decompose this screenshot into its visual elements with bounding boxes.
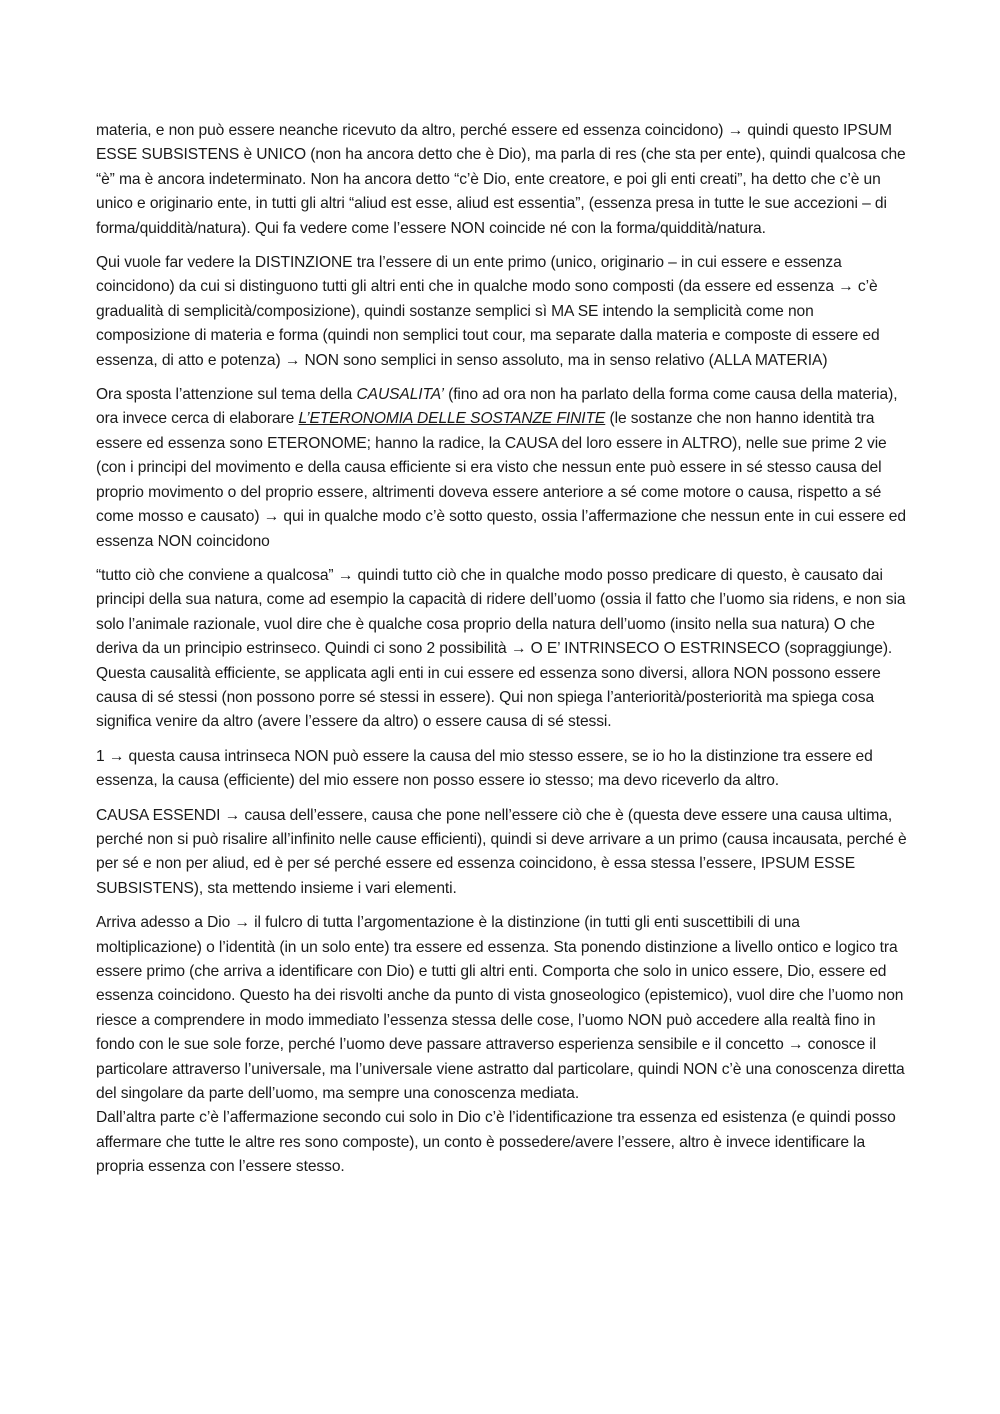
causalita-intro-text: Ora sposta l’attenzione sul tema della bbox=[96, 386, 357, 404]
paragraph-causa-essendi: CAUSA ESSENDI → causa dell’essere, causa che pone nell’essere ciò che è (questa deve essere una causa ultima, perché non si può risalire all’infinito nelle cause efficienti), quindi si deve arrivare a un primo (causa incausata, perché è per sé e non per aliud, ed è per sé perché essere ed essenza coincidono, è essa stessa l’essere, IPSUM ESSE SUBSISTENS), sta mettendo insieme i vari elementi. bbox=[96, 806, 907, 897]
paragraph-causalita-efficiente: Questa causalità efficiente, se applicata agli enti in cui essere ed essenza sono diversi, allora NON possono essere causa di sé stessi (non possono porre sé stessi in essere). Qui non spiega l’anteriorità/posteriorità ma spiega cosa significa venire da altro (avere l’essere da altro) o essere causa di sé stessi. bbox=[96, 664, 881, 731]
paragraph-causa-intrinseca: 1 → questa causa intrinseca NON può essere la causa del mio stesso essere, se io ho la distinzione tra essere ed essenza, la causa (efficiente) del mio essere non posso essere io stesso; ma devo riceverlo da altro. bbox=[96, 747, 873, 790]
causalita-term: CAUSALITA’ bbox=[356, 386, 444, 404]
paragraph-dall-altra-parte: Dall’altra parte c’è l’affermazione secondo cui solo in Dio c’è l’identificazione tra essenza ed esistenza (e quindi posso affermare che tutte le altre res sono composte), un conto è possedere/avere l’essere, altro è invece identificare la propria essenza con l’essere stesso. bbox=[96, 1109, 896, 1176]
paragraph-causalita bbox=[96, 383, 908, 554]
document-page bbox=[96, 119, 908, 1190]
paragraph-arriva-a-dio: Arriva adesso a Dio → il fulcro di tutta l’argomentazione è la distinzione (in tutti gli enti suscettibili di una moltiplicazione) o l’identità (in un solo ente) tra essere ed essenza. Sta ponendo distinzione a livello ontico e logico tra essere primo (che arriva a identificare con Dio) e tutti gli altri enti. Comporta che solo in unico essere, Dio, essere ed essenza coincidono. Questo ha dei risvolti anche da punto di vista gnoseologico (epistemico), vuol dire che l’uomo non riesce a comprendere in modo immediato l’essenza stessa delle cose, l’uomo NON può accedere alla realtà fino in fondo con le sue sole forze, perché l’uomo deve passare attraverso esperienza sensibile e il concetto → conosce il particolare attraverso l’universale, ma l’universale viene astratto dal particolare, quindi NON c’è una conoscenza diretta del singolare da parte dell’uomo, ma sempre una conoscenza mediata. bbox=[96, 914, 905, 1103]
paragraph-ipsum-esse: materia, e non può essere neanche ricevuto da altro, perché essere ed essenza coincidono) → quindi questo IPSUM ESSE SUBSISTENS è UNICO (non ha ancora detto che è Dio), ma parla di res (che sta per ente), quindi qualcosa che “è” ma è ancora indeterminato. Non ha ancora detto “c’è Dio, ente creatore, e poi gli enti creati”, ha detto che c’è un unico e originario ente, in tutti gli altri “aliud est esse, aliud est essentia”, (essenza presa in tutte le sue accezioni – di forma/quiddità/natura). Qui fa vedere come l’essere NON coincide né con la forma/quiddità/natura. bbox=[96, 122, 906, 237]
eteronomia-term: L’ETERONOMIA DELLE SOSTANZE FINITE bbox=[298, 410, 606, 428]
paragraph-distinzione: Qui vuole far vedere la DISTINZIONE tra l’essere di un ente primo (unico, originario – in cui essere e essenza coincidono) da cui si distinguono tutti gli altri enti che in qualche modo sono composti (da essere ed essenza → c’è gradualità di semplicità/composizione), quindi sostanze semplici sì MA SE intendo la semplicità come non composizione di materia e forma (quindi non semplici tout cour, ma separate dalla materia e composte di essere ed essenza, di atto e potenza) → NON sono semplici in senso assoluto, ma in senso relativo (ALLA MATERIA) bbox=[96, 254, 880, 369]
causalita-middle-text: (fino ad ora non ha parlato della forma come causa della materia), ora invece cerca di elaborare bbox=[96, 386, 898, 428]
paragraph-tutto-cio: “tutto ciò che conviene a qualcosa” → quindi tutto ciò che in qualche modo posso predicare di questo, è causato dai principi della sua natura, come ad esempio la capacità di ridere dell’uomo (ossia il fatto che l’uomo sia ridens, e non sia solo l’animale razionale, vuol dire che è qualche cosa proprio della natura dell’uomo (insito nella sua natura) O che deriva da un principio estrinseco. Quindi ci sono 2 possibilità → O E’ INTRINSECO O ESTRINSECO (sopraggiunge). bbox=[96, 566, 906, 658]
causalita-rest-text: (le sostanze che non hanno identità tra essere ed essenza sono ETERONOME; hanno la radice, la CAUSA del loro essere in ALTRO), nelle sue prime 2 vie (con i principi del movimento e della causa efficiente si era visto che nessun ente può essere in sé stesso causa del proprio movimento o del proprio essere, altrimenti doveva essere anteriore a sé come motore o causa, rispetto a sé come mosso e causato) → qui in qualche modo c’è sotto questo, ossia l’affermazione che nessun ente in cui essere ed essenza NON coincidono bbox=[96, 410, 906, 550]
